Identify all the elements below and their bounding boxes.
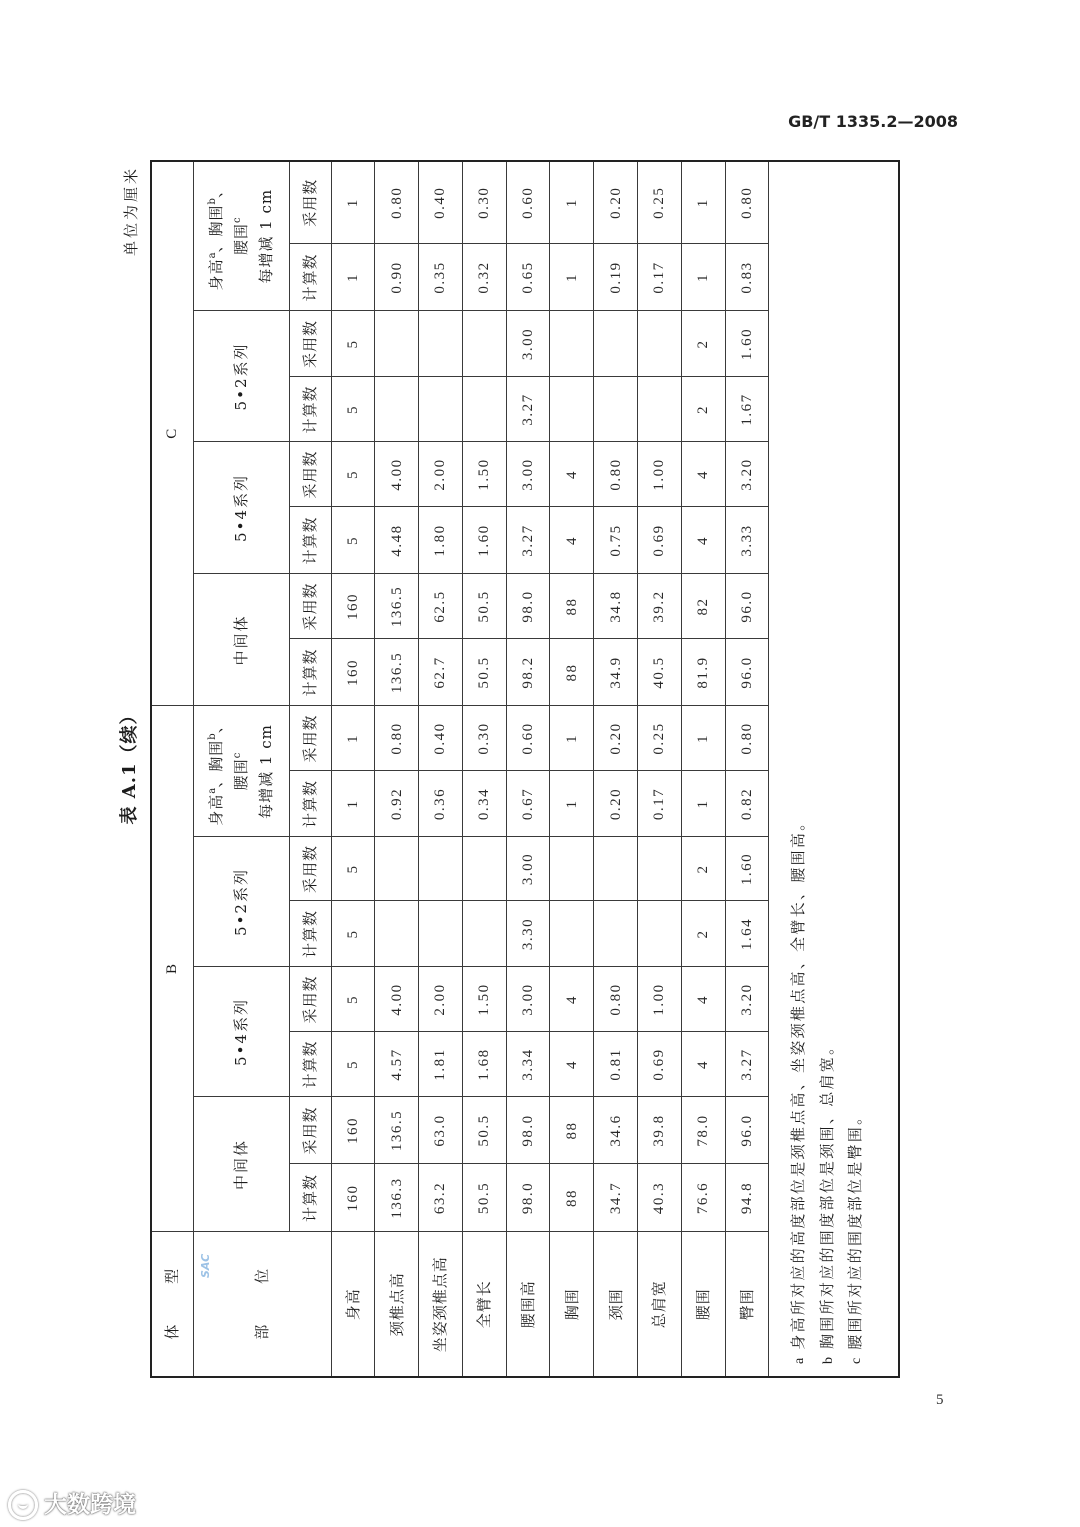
table-footer — [769, 161, 899, 1377]
increment-header-line-3: 每增减 1 cm — [256, 724, 275, 819]
footnote-ref-a: a — [206, 787, 218, 794]
value-cell-b-series-54-adopted: 4.00 — [375, 967, 419, 1032]
value-cell-c-series-52-adopted: 1.60 — [725, 311, 769, 377]
footnote-a — [785, 162, 814, 1364]
value-cell-c-increment-calculated: 0.32 — [462, 244, 506, 311]
value-cell-b-series-52-adopted — [638, 837, 682, 901]
c-series-52-adopted-header: 采用数 — [289, 311, 331, 377]
c-series-54-calculated-header: 计算数 — [289, 507, 331, 574]
rotated-table-block — [100, 162, 898, 1378]
c-increment-header — [193, 161, 289, 311]
value-cell-c-intermediate-adopted: 160 — [331, 574, 375, 639]
value-cell-c-intermediate-calculated: 50.5 — [462, 639, 506, 706]
c-increment-calculated-header: 计算数 — [289, 244, 331, 311]
value-cell-c-intermediate-calculated: 160 — [331, 639, 375, 706]
value-cell-b-series-52-adopted — [462, 837, 506, 901]
value-cell-c-series-52-adopted — [638, 311, 682, 377]
value-cell-b-increment-calculated: 1 — [331, 771, 375, 837]
inc-text: 腰围 — [231, 223, 250, 256]
table-title: 表 A.1（续） — [119, 705, 140, 825]
value-cell-c-series-54-calculated: 4 — [550, 507, 594, 574]
footnote-b — [814, 162, 843, 1364]
inc-text: 、胸围 — [206, 739, 225, 788]
value-cell-b-intermediate-adopted: 96.0 — [725, 1097, 769, 1164]
row-part-label: 总肩宽 — [638, 1232, 682, 1377]
value-cell-c-increment-adopted: 0.80 — [725, 161, 769, 244]
value-cell-c-intermediate-calculated: 40.5 — [638, 639, 682, 706]
value-cell-c-series-54-calculated: 4.48 — [375, 507, 419, 574]
value-cell-c-increment-adopted: 0.80 — [375, 161, 419, 244]
value-cell-b-intermediate-adopted: 160 — [331, 1097, 375, 1164]
value-cell-b-series-54-adopted: 0.80 — [594, 967, 638, 1032]
unit-note: 单位为厘米 — [122, 166, 140, 257]
value-cell-b-series-54-calculated: 3.27 — [725, 1032, 769, 1097]
corner-part-label: 部 位 — [253, 1250, 271, 1340]
value-cell-c-intermediate-calculated: 81.9 — [681, 639, 725, 706]
value-cell-b-increment-adopted: 0.80 — [375, 706, 419, 771]
footnote-mark: a — [792, 1357, 808, 1364]
c-series-54-adopted-header: 采用数 — [289, 442, 331, 507]
value-cell-b-series-54-calculated: 4 — [681, 1032, 725, 1097]
table-row — [462, 161, 506, 1377]
b-series-54-calculated-header: 计算数 — [289, 1032, 331, 1097]
value-cell-c-intermediate-calculated: 62.7 — [419, 639, 463, 706]
table-row — [331, 161, 375, 1377]
value-cell-b-increment-adopted: 0.30 — [462, 706, 506, 771]
value-cell-b-intermediate-calculated: 94.8 — [725, 1164, 769, 1232]
value-cell-b-series-52-calculated — [375, 901, 419, 967]
row-part-label: 腰围 — [681, 1232, 725, 1377]
value-cell-c-series-54-adopted: 4 — [550, 442, 594, 507]
value-cell-c-increment-calculated: 1 — [331, 244, 375, 311]
value-cell-b-intermediate-calculated: 50.5 — [462, 1164, 506, 1232]
value-cell-b-increment-calculated: 1 — [550, 771, 594, 837]
value-cell-b-series-52-adopted: 1.60 — [725, 837, 769, 901]
footnote-row — [769, 161, 899, 1377]
table-row — [594, 161, 638, 1377]
c-intermediate-adopted-header: 采用数 — [289, 574, 331, 639]
inc-text: 、 — [206, 717, 225, 734]
value-cell-c-series-52-adopted: 2 — [681, 311, 725, 377]
watermark — [8, 1488, 136, 1522]
c-increment-adopted-header: 采用数 — [289, 161, 331, 244]
b-series-52-header: 5•2系列 — [193, 837, 289, 967]
b-intermediate-adopted-header: 采用数 — [289, 1097, 331, 1164]
table-row — [681, 161, 725, 1377]
c-intermediate-calculated-header: 计算数 — [289, 639, 331, 706]
value-cell-c-increment-calculated: 0.35 — [419, 244, 463, 311]
value-cell-c-increment-adopted: 0.60 — [506, 161, 550, 244]
value-cell-b-series-54-calculated: 1.81 — [419, 1032, 463, 1097]
value-cell-b-intermediate-calculated: 76.6 — [681, 1164, 725, 1232]
table-header — [151, 161, 331, 1377]
value-cell-c-intermediate-adopted: 50.5 — [462, 574, 506, 639]
value-cell-c-series-54-calculated: 1.80 — [419, 507, 463, 574]
footnote-mark: c — [849, 1357, 865, 1364]
value-cell-c-increment-adopted: 1 — [550, 161, 594, 244]
value-cell-b-series-52-calculated: 2 — [681, 901, 725, 967]
value-cell-c-series-52-calculated: 2 — [681, 377, 725, 442]
value-cell-c-intermediate-calculated: 34.9 — [594, 639, 638, 706]
value-cell-b-series-54-adopted: 2.00 — [419, 967, 463, 1032]
value-cell-c-series-52-calculated: 3.27 — [506, 377, 550, 442]
header-row-subheaders — [289, 161, 331, 1377]
value-cell-c-increment-calculated: 1 — [681, 244, 725, 311]
page-number: 5 — [936, 1392, 944, 1408]
increment-header-line-1 — [204, 162, 229, 311]
value-cell-c-intermediate-calculated: 98.2 — [506, 639, 550, 706]
value-cell-c-series-52-calculated — [419, 377, 463, 442]
value-cell-b-series-54-adopted: 1.50 — [462, 967, 506, 1032]
value-cell-b-series-54-calculated: 1.68 — [462, 1032, 506, 1097]
brand-logo-icon — [8, 1490, 38, 1520]
value-cell-c-series-54-calculated: 0.69 — [638, 507, 682, 574]
value-cell-c-intermediate-calculated: 96.0 — [725, 639, 769, 706]
value-cell-b-series-52-adopted — [550, 837, 594, 901]
value-cell-c-series-52-calculated: 1.67 — [725, 377, 769, 442]
value-cell-c-series-54-adopted: 1.00 — [638, 442, 682, 507]
value-cell-b-series-52-adopted — [419, 837, 463, 901]
table-row — [506, 161, 550, 1377]
value-cell-b-increment-adopted: 0.60 — [506, 706, 550, 771]
value-cell-b-intermediate-adopted: 88 — [550, 1097, 594, 1164]
value-cell-b-series-54-calculated: 4 — [550, 1032, 594, 1097]
value-cell-b-series-52-calculated — [550, 901, 594, 967]
value-cell-b-series-54-adopted: 4 — [550, 967, 594, 1032]
value-cell-b-series-52-calculated — [594, 901, 638, 967]
value-cell-b-increment-adopted: 0.40 — [419, 706, 463, 771]
value-cell-c-series-54-adopted: 3.20 — [725, 442, 769, 507]
value-cell-c-series-54-adopted: 4 — [681, 442, 725, 507]
table-row — [419, 161, 463, 1377]
value-cell-c-series-54-adopted: 3.00 — [506, 442, 550, 507]
inc-text: 、 — [206, 182, 225, 199]
value-cell-b-series-54-calculated: 0.81 — [594, 1032, 638, 1097]
b-increment-adopted-header: 采用数 — [289, 706, 331, 771]
corner-part-cell — [193, 1232, 331, 1377]
value-cell-c-increment-calculated: 0.90 — [375, 244, 419, 311]
value-cell-b-series-54-adopted: 3.20 — [725, 967, 769, 1032]
row-part-label: 颈椎点高 — [375, 1232, 419, 1377]
value-cell-b-series-52-calculated: 5 — [331, 901, 375, 967]
b-series-52-calculated-header: 计算数 — [289, 901, 331, 967]
value-cell-c-increment-calculated: 0.19 — [594, 244, 638, 311]
footnote-mark: b — [820, 1357, 836, 1364]
value-cell-b-increment-calculated: 0.36 — [419, 771, 463, 837]
value-cell-b-increment-calculated: 0.67 — [506, 771, 550, 837]
table-body — [331, 161, 769, 1377]
c-series-52-calculated-header: 计算数 — [289, 377, 331, 442]
value-cell-c-intermediate-adopted: 136.5 — [375, 574, 419, 639]
group-b-header: B — [151, 706, 193, 1232]
value-cell-b-series-52-adopted — [375, 837, 419, 901]
footnote-ref-c: c — [231, 217, 243, 224]
value-cell-c-increment-adopted: 0.40 — [419, 161, 463, 244]
increment-header-line-2 — [229, 706, 254, 836]
footnote-ref-a: a — [206, 252, 218, 259]
value-cell-c-increment-adopted: 0.30 — [462, 161, 506, 244]
c-series-52-header: 5•2系列 — [193, 311, 289, 442]
table-row — [375, 161, 419, 1377]
inc-text: 、胸围 — [206, 204, 225, 253]
body-dimension-table — [150, 160, 900, 1378]
b-series-54-adopted-header: 采用数 — [289, 967, 331, 1032]
value-cell-c-intermediate-calculated: 136.5 — [375, 639, 419, 706]
value-cell-b-intermediate-calculated: 34.7 — [594, 1164, 638, 1232]
value-cell-c-series-54-calculated: 3.33 — [725, 507, 769, 574]
value-cell-c-increment-adopted: 0.20 — [594, 161, 638, 244]
corner-type-cell — [151, 1232, 193, 1377]
value-cell-b-series-52-adopted: 3.00 — [506, 837, 550, 901]
header-row-series — [193, 161, 289, 1377]
value-cell-c-series-54-adopted: 0.80 — [594, 442, 638, 507]
value-cell-c-series-52-adopted: 5 — [331, 311, 375, 377]
table-row — [638, 161, 682, 1377]
value-cell-b-series-54-calculated: 4.57 — [375, 1032, 419, 1097]
value-cell-c-series-52-adopted — [594, 311, 638, 377]
value-cell-b-intermediate-adopted: 34.6 — [594, 1097, 638, 1164]
value-cell-b-series-54-calculated: 0.69 — [638, 1032, 682, 1097]
b-series-52-adopted-header: 采用数 — [289, 837, 331, 901]
row-part-label: 颈围 — [594, 1232, 638, 1377]
b-series-54-header: 5•4系列 — [193, 967, 289, 1097]
c-series-54-header: 5•4系列 — [193, 442, 289, 574]
value-cell-b-series-54-calculated: 3.34 — [506, 1032, 550, 1097]
value-cell-b-increment-calculated: 0.20 — [594, 771, 638, 837]
value-cell-b-increment-adopted: 0.80 — [725, 706, 769, 771]
footnote-text: 身高所对应的高度部位是颈椎点高、坐姿颈椎点高、全臂长、腰围高。 — [789, 813, 808, 1350]
value-cell-c-series-52-adopted: 3.00 — [506, 311, 550, 377]
row-part-label: 身高 — [331, 1232, 375, 1377]
value-cell-c-series-52-calculated — [462, 377, 506, 442]
value-cell-b-series-54-adopted: 4 — [681, 967, 725, 1032]
increment-header-line-1 — [204, 706, 229, 836]
increment-header-line-2 — [229, 162, 254, 311]
sac-logo: SAC — [198, 1253, 212, 1278]
value-cell-c-series-52-adopted — [462, 311, 506, 377]
row-part-label: 腰围高 — [506, 1232, 550, 1377]
header-row-groups — [151, 161, 193, 1377]
value-cell-b-series-52-calculated: 1.64 — [725, 901, 769, 967]
corner-type-label: 体 型 — [163, 1250, 182, 1340]
value-cell-c-intermediate-calculated: 88 — [550, 639, 594, 706]
value-cell-c-series-52-calculated: 5 — [331, 377, 375, 442]
value-cell-b-intermediate-calculated: 98.0 — [506, 1164, 550, 1232]
value-cell-b-increment-adopted: 0.25 — [638, 706, 682, 771]
b-intermediate-calculated-header: 计算数 — [289, 1164, 331, 1232]
row-part-label: 胸围 — [550, 1232, 594, 1377]
table-row — [725, 161, 769, 1377]
value-cell-b-series-52-adopted: 2 — [681, 837, 725, 901]
value-cell-c-series-52-calculated — [638, 377, 682, 442]
value-cell-b-series-52-calculated — [419, 901, 463, 967]
value-cell-c-series-54-adopted: 1.50 — [462, 442, 506, 507]
value-cell-b-increment-calculated: 0.17 — [638, 771, 682, 837]
value-cell-c-intermediate-adopted: 98.0 — [506, 574, 550, 639]
value-cell-c-series-54-calculated: 3.27 — [506, 507, 550, 574]
value-cell-b-intermediate-calculated: 40.3 — [638, 1164, 682, 1232]
value-cell-c-series-54-adopted: 5 — [331, 442, 375, 507]
value-cell-b-intermediate-adopted: 98.0 — [506, 1097, 550, 1164]
value-cell-c-intermediate-adopted: 62.5 — [419, 574, 463, 639]
value-cell-b-intermediate-calculated: 88 — [550, 1164, 594, 1232]
value-cell-c-increment-calculated: 0.17 — [638, 244, 682, 311]
value-cell-c-series-54-adopted: 2.00 — [419, 442, 463, 507]
footnote-ref-c: c — [231, 752, 243, 759]
value-cell-b-increment-adopted: 1 — [331, 706, 375, 771]
value-cell-c-series-54-calculated: 1.60 — [462, 507, 506, 574]
c-intermediate-header: 中间体 — [193, 574, 289, 706]
increment-header-line-3: 每增减 1 cm — [256, 188, 275, 284]
footnote-ref-b: b — [206, 198, 218, 205]
value-cell-c-increment-calculated: 1 — [550, 244, 594, 311]
value-cell-b-series-52-calculated — [462, 901, 506, 967]
value-cell-b-intermediate-adopted: 39.8 — [638, 1097, 682, 1164]
table-row — [550, 161, 594, 1377]
value-cell-c-series-52-calculated — [594, 377, 638, 442]
value-cell-b-increment-calculated: 0.82 — [725, 771, 769, 837]
value-cell-b-intermediate-adopted: 78.0 — [681, 1097, 725, 1164]
value-cell-c-intermediate-adopted: 82 — [681, 574, 725, 639]
value-cell-b-series-52-calculated: 3.30 — [506, 901, 550, 967]
value-cell-b-series-52-calculated — [638, 901, 682, 967]
value-cell-c-intermediate-adopted: 34.8 — [594, 574, 638, 639]
value-cell-c-series-52-adopted — [550, 311, 594, 377]
value-cell-c-series-52-calculated — [375, 377, 419, 442]
b-increment-header — [193, 706, 289, 837]
value-cell-b-series-52-adopted: 5 — [331, 837, 375, 901]
value-cell-c-series-52-adopted — [375, 311, 419, 377]
value-cell-b-series-54-adopted: 1.00 — [638, 967, 682, 1032]
value-cell-b-increment-calculated: 1 — [681, 771, 725, 837]
inc-text: 身高 — [206, 258, 225, 291]
footnote-c — [842, 162, 871, 1364]
value-cell-c-series-52-adopted — [419, 311, 463, 377]
value-cell-b-increment-adopted: 1 — [550, 706, 594, 771]
value-cell-b-intermediate-calculated: 136.3 — [375, 1164, 419, 1232]
value-cell-c-series-54-calculated: 0.75 — [594, 507, 638, 574]
footnote-text: 腰围所对应的围度部位是臀围。 — [846, 1107, 865, 1350]
b-increment-calculated-header: 计算数 — [289, 771, 331, 837]
inc-text: 腰围 — [231, 758, 250, 791]
value-cell-c-series-54-adopted: 4.00 — [375, 442, 419, 507]
row-part-label: 全臂长 — [462, 1232, 506, 1377]
row-part-label: 坐姿颈椎点高 — [419, 1232, 463, 1377]
b-intermediate-header: 中间体 — [193, 1097, 289, 1232]
document-code: GB/T 1335.2—2008 — [788, 112, 958, 131]
value-cell-c-increment-calculated: 0.83 — [725, 244, 769, 311]
value-cell-c-increment-calculated: 0.65 — [506, 244, 550, 311]
footnotes-cell — [769, 161, 899, 1377]
value-cell-b-increment-calculated: 0.34 — [462, 771, 506, 837]
value-cell-b-intermediate-calculated: 63.2 — [419, 1164, 463, 1232]
value-cell-c-intermediate-adopted: 39.2 — [638, 574, 682, 639]
inc-text: 身高 — [206, 793, 225, 826]
value-cell-b-increment-calculated: 0.92 — [375, 771, 419, 837]
watermark-text: 大数跨境 — [44, 1492, 136, 1518]
value-cell-c-series-52-calculated — [550, 377, 594, 442]
value-cell-c-increment-adopted: 1 — [331, 161, 375, 244]
value-cell-c-increment-adopted: 0.25 — [638, 161, 682, 244]
value-cell-c-intermediate-adopted: 88 — [550, 574, 594, 639]
value-cell-c-series-54-calculated: 4 — [681, 507, 725, 574]
value-cell-c-series-54-calculated: 5 — [331, 507, 375, 574]
value-cell-b-series-54-adopted: 3.00 — [506, 967, 550, 1032]
value-cell-b-intermediate-adopted: 63.0 — [419, 1097, 463, 1164]
value-cell-b-series-54-adopted: 5 — [331, 967, 375, 1032]
value-cell-b-increment-adopted: 1 — [681, 706, 725, 771]
row-part-label: 臀围 — [725, 1232, 769, 1377]
value-cell-b-intermediate-calculated: 160 — [331, 1164, 375, 1232]
value-cell-b-intermediate-adopted: 136.5 — [375, 1097, 419, 1164]
footnote-text: 胸围所对应的围度部位是颈围、总肩宽。 — [817, 1037, 836, 1349]
group-c-header: C — [151, 161, 193, 706]
value-cell-b-series-54-calculated: 5 — [331, 1032, 375, 1097]
value-cell-c-intermediate-adopted: 96.0 — [725, 574, 769, 639]
value-cell-c-increment-adopted: 1 — [681, 161, 725, 244]
value-cell-b-series-52-adopted — [594, 837, 638, 901]
value-cell-b-increment-adopted: 0.20 — [594, 706, 638, 771]
footnote-ref-b: b — [206, 733, 218, 740]
value-cell-b-intermediate-adopted: 50.5 — [462, 1097, 506, 1164]
